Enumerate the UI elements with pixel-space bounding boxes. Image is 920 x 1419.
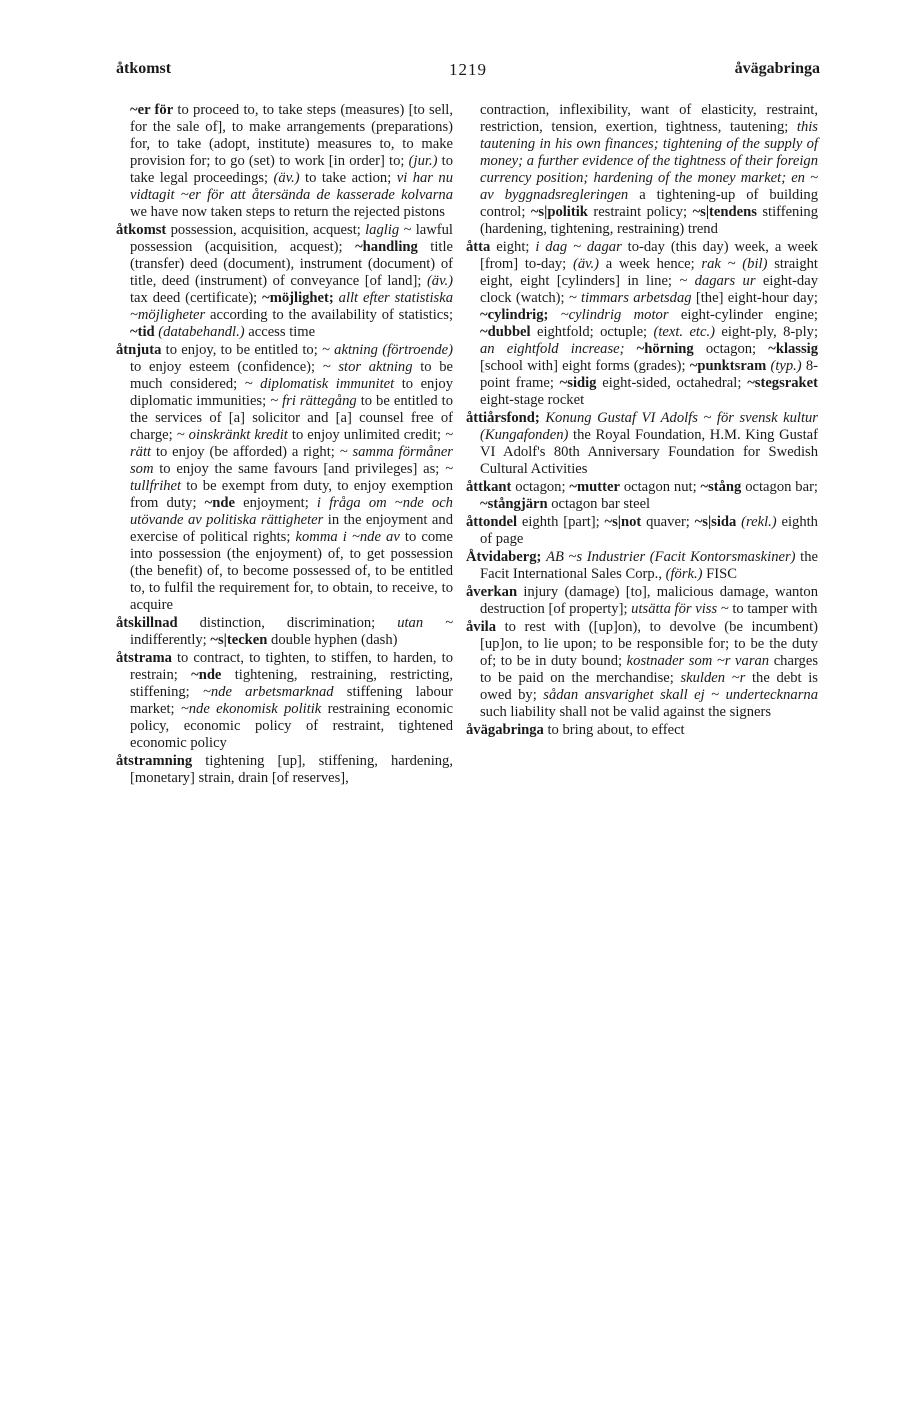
definition-text: to enjoy (be afforded) a right; (151, 444, 340, 460)
definition-text: tightening, restraining, restricting, stiffening; (130, 667, 453, 700)
example-phrase: ~ samma förmåner som (130, 444, 453, 477)
subentry-term: ~er för (130, 102, 174, 118)
definition-text: such liability shall not be valid against the signers (480, 704, 772, 720)
definition-text: to take action; (299, 170, 397, 186)
definition-text: eighth of page (480, 514, 818, 547)
subentry-term: ~hörning (636, 341, 694, 357)
example-phrase: vi har nu vidtagit ~er för att återsända de kasserade kolvarna (130, 170, 454, 203)
entry-avila (466, 619, 818, 721)
definition-text: to take legal proceedings; (130, 153, 454, 186)
definition-text: [the] eight-hour day; (691, 290, 818, 306)
subentry-term: ~stång (700, 479, 742, 495)
example-phrase: (äv.) (273, 170, 300, 186)
example-phrase: i fråga om ~nde och utövande av politiska rättigheter (130, 495, 453, 528)
example-phrase: i dag ~ dagar (535, 239, 622, 255)
subentry-term: ~möjlighet; (262, 290, 334, 306)
subentry-term: ~tid (130, 324, 155, 340)
entry-atstrama (116, 650, 453, 752)
definition-text: lawful possession (acquisition, acquest); (130, 222, 453, 255)
example-phrase: Konung Gustaf VI Adolfs ~ för svensk kultur (Kungafonden) (480, 410, 818, 443)
headword: åtta (466, 239, 491, 255)
definition-text: restraining economic policy, economic policy of restraint, tightened economic policy (130, 701, 453, 751)
subentry-term: ~dubbel (480, 324, 531, 340)
example-phrase: ~ diplomatisk immunitet (244, 376, 395, 392)
definition-text: charges to be paid on the merchandise; (480, 653, 818, 686)
definition-text: possession, acquisition, acquest; (166, 222, 366, 238)
page-number: 1219 (449, 60, 487, 79)
example-phrase: this tautening in his own finances; tightening of the supply of money; a further evidence of the tightness of their foreign currency position; hardening of the money market; en ~ av byggnadsregleringen (480, 119, 818, 203)
definition-text: tax deed (certificate); (130, 290, 263, 306)
example-phrase: (äv.) (426, 273, 453, 289)
header-right-guide-word: åvägabringa (734, 60, 820, 77)
example-phrase: (databehandl.) (158, 324, 245, 340)
running-header (116, 60, 820, 84)
example-phrase: (äv.) (572, 256, 600, 272)
entry-continuation (466, 102, 818, 238)
definition-text: eighth [part]; (517, 514, 605, 530)
example-phrase: ~ oinskränkt kredit (176, 427, 288, 443)
definition-text: eight-sided, octahedral; (596, 375, 748, 391)
definition-text: to rest with ([up]on), to devolve (be incumbent) [up]on, to lie upon; to be responsible for; to be the duty of; to be in duty bound; (480, 619, 818, 669)
entry-avagabringa (466, 722, 818, 739)
definition-text: in the enjoyment and exercise of political rights; (130, 512, 453, 545)
subentry-term: ~s|politik (530, 204, 588, 220)
definition-text: eight-day clock (watch); (480, 273, 818, 306)
right-column (466, 102, 818, 740)
example-phrase: ~ rätt (130, 427, 453, 460)
example-phrase: allt efter statistiska ~möjligheter (130, 290, 453, 323)
example-phrase: utan ~ (397, 615, 453, 631)
definition-text: stiffening labour market; (130, 684, 454, 717)
definition-text: contraction, inflexibility, want of elasticity, restraint, restriction, tension, exertion, tightness, tautening; (480, 102, 818, 135)
definition-text: eight-cylinder engine; (668, 307, 818, 323)
definition-text: to be much considered; (130, 359, 453, 392)
example-phrase: ~ stor aktning (322, 359, 413, 375)
headword: åvägabringa (466, 722, 544, 738)
subentry-term: ~s|sida (694, 514, 737, 530)
subentry-term: ~nde (191, 667, 222, 683)
example-phrase: ~ timmars arbetsdag (568, 290, 692, 306)
example-phrase: ~ aktning (förtroende) (322, 342, 453, 358)
definition-text: octagon bar steel (547, 496, 651, 512)
headword: åttkant (466, 479, 512, 495)
headword: åtnjuta (116, 342, 162, 358)
example-phrase: (förk.) (665, 566, 703, 582)
definition-text: to enjoy the same favours [and privileges] as; (153, 461, 446, 477)
header-left-guide-word: åtkomst (116, 60, 172, 77)
definition-text: to enjoy diplomatic immunities; (130, 376, 453, 409)
subentry-term: ~s|tendens (692, 204, 757, 220)
definition-text: FISC (702, 566, 737, 582)
subentry-term: ~nde (204, 495, 235, 511)
definition-text (625, 341, 637, 357)
definition-text: according to the availability of statistics; (205, 307, 453, 323)
definition-text: to enjoy, to be entitled to; (161, 342, 323, 358)
subentry-term: ~s|tecken (210, 632, 268, 648)
example-phrase: komma i ~nde av (295, 529, 400, 545)
entry-attiarsfond (466, 410, 818, 478)
subentry-term: ~cylindrig; (480, 307, 549, 323)
definition-text: tightening [up], stiffening, hardening, [monetary] strain, drain [of reserves], (130, 753, 453, 786)
example-phrase: AB ~s Industrier (Facit Kontorsmaskiner) (546, 549, 796, 565)
headword: åtstramning (116, 753, 193, 769)
subentry-term: ~s|not (604, 514, 642, 530)
headword: åtskillnad (116, 615, 178, 631)
definition-text: to tamper with (728, 601, 818, 617)
headword: åttondel (466, 514, 518, 530)
definition-text: to proceed to, to take steps (measures) [to sell, for the sale of], to make arrangements (preparations) for, to take (adopt, institute) measures to, to make provision for; to go (set) to work [in order] to; (130, 102, 453, 169)
definition-text (548, 307, 560, 323)
definition-text: the debt is owed by; (480, 670, 818, 703)
entry-atskillnad (116, 615, 453, 649)
entry-atta (466, 239, 818, 409)
subentry-term: ~handling (355, 239, 418, 255)
example-phrase: skulden ~r (680, 670, 746, 686)
definition-text: quaver; (641, 514, 695, 530)
definition-text: to enjoy unlimited credit; (287, 427, 446, 443)
example-phrase: kostnader som ~r varan (626, 653, 770, 669)
example-phrase: an eightfold increase; (480, 341, 625, 357)
definition-text: octagon; (511, 479, 570, 495)
definition-text: to contract, to tighten, to stiffen, to harden, to restrain; (130, 650, 453, 683)
entry-continuation (116, 102, 453, 221)
example-phrase: ~cylindrig motor (560, 307, 669, 323)
example-phrase: sådan ansvarighet skall ej ~ undertecknarna (543, 687, 818, 703)
subentry-term: ~stångjärn (480, 496, 548, 512)
subentry-term: ~punktsram (689, 358, 767, 374)
headword: Åtvidaberg; (466, 549, 542, 565)
definition-text: eight-ply, 8-ply; (714, 324, 818, 340)
example-phrase: utsätta för viss ~ (631, 601, 729, 617)
entry-averkan (466, 584, 818, 618)
definition-text: indifferently; (130, 632, 211, 648)
example-phrase: (text. etc.) (653, 324, 715, 340)
definition-text: [school with] eight forms (grades); (480, 358, 690, 374)
definition-text: the Royal Foundation, H.M. King Gustaf VI Adolf's 80th Anniversary Foundation for Swedish Cultural Activities (480, 427, 818, 477)
headword: åverkan (466, 584, 518, 600)
definition-text: eightfold; octuple; (530, 324, 654, 340)
definition-text: octagon bar; (741, 479, 818, 495)
definition-text: distinction, discrimination; (177, 615, 398, 631)
definition-text: double hyphen (dash) (267, 632, 398, 648)
subentry-term: ~mutter (569, 479, 620, 495)
definition-text: to enjoy esteem (confidence); (130, 359, 323, 375)
entry-atnjuta (116, 342, 453, 614)
definition-text: 8-point frame; (480, 358, 818, 391)
definition-text: the Facit International Sales Corp., (480, 549, 818, 582)
example-phrase: ~ dagars ur (679, 273, 756, 289)
definition-text: injury (damage) [to], malicious damage, wanton destruction [of property]; (480, 584, 818, 617)
definition-text: title (transfer) deed (document), instrument (document) of title, deed (instrument) of conveyance [of land]; (130, 239, 453, 289)
definition-text: to come into possession (the enjoyment) of, to get possession (the benefit) of, to become possessed of, to be entitled to, to fulfil the requirement for, to obtain, to receive, to acquire (130, 529, 453, 613)
example-phrase: (typ.) (770, 358, 802, 374)
example-phrase: (rekl.) (741, 514, 777, 530)
entry-attondel (466, 514, 818, 548)
entry-attkant (466, 479, 818, 513)
example-phrase: ~nde arbetsmarknad (202, 684, 334, 700)
definition-text: straight eight, eight [cylinders] in line; (480, 256, 818, 289)
example-phrase: rak ~ (bil) (701, 256, 768, 272)
example-phrase: ~ tullfrihet (130, 461, 453, 494)
definition-text: stiffening (hardening, tightening, restraining) trend (480, 204, 818, 237)
definition-text: octagon nut; (619, 479, 701, 495)
subentry-term: ~sidig (559, 375, 597, 391)
definition-text: a week hence; (599, 256, 702, 272)
example-phrase: laglig ~ (365, 222, 412, 238)
entry-atstramning (116, 753, 453, 787)
headword: åtkomst (116, 222, 167, 238)
definition-text: eight-stage rocket (480, 392, 585, 408)
definition-text: we have now taken steps to return the rejected pistons (130, 204, 445, 220)
example-phrase: ~ fri rättegång (270, 393, 357, 409)
definition-text: eight; (490, 239, 536, 255)
definition-text: octagon; (693, 341, 769, 357)
definition-text: to be entitled to the services of [a] solicitor and [a] counsel free of charge; (130, 393, 453, 443)
headword: åtstrama (116, 650, 172, 666)
definition-text: to-day (this day) week, a week [from] to-day; (480, 239, 818, 272)
headword: åvila (466, 619, 496, 635)
example-phrase: (jur.) (408, 153, 438, 169)
definition-text: to bring about, to effect (543, 722, 685, 738)
definition-text: enjoyment; (234, 495, 317, 511)
example-phrase: ~nde ekonomisk politik (180, 701, 322, 717)
headword: åttiårsfond; (466, 410, 540, 426)
definition-text: a tightening-up of building control; (480, 187, 818, 220)
entry-atkomst (116, 222, 453, 341)
definition-text: to be exempt from duty, to enjoy exemption from duty; (130, 478, 453, 511)
definition-text: access time (244, 324, 316, 340)
definition-text: restraint policy; (587, 204, 693, 220)
entry-atvidaberg (466, 549, 818, 583)
subentry-term: ~stegsraket (747, 375, 818, 391)
subentry-term: ~klassig (768, 341, 819, 357)
left-column (116, 102, 453, 788)
